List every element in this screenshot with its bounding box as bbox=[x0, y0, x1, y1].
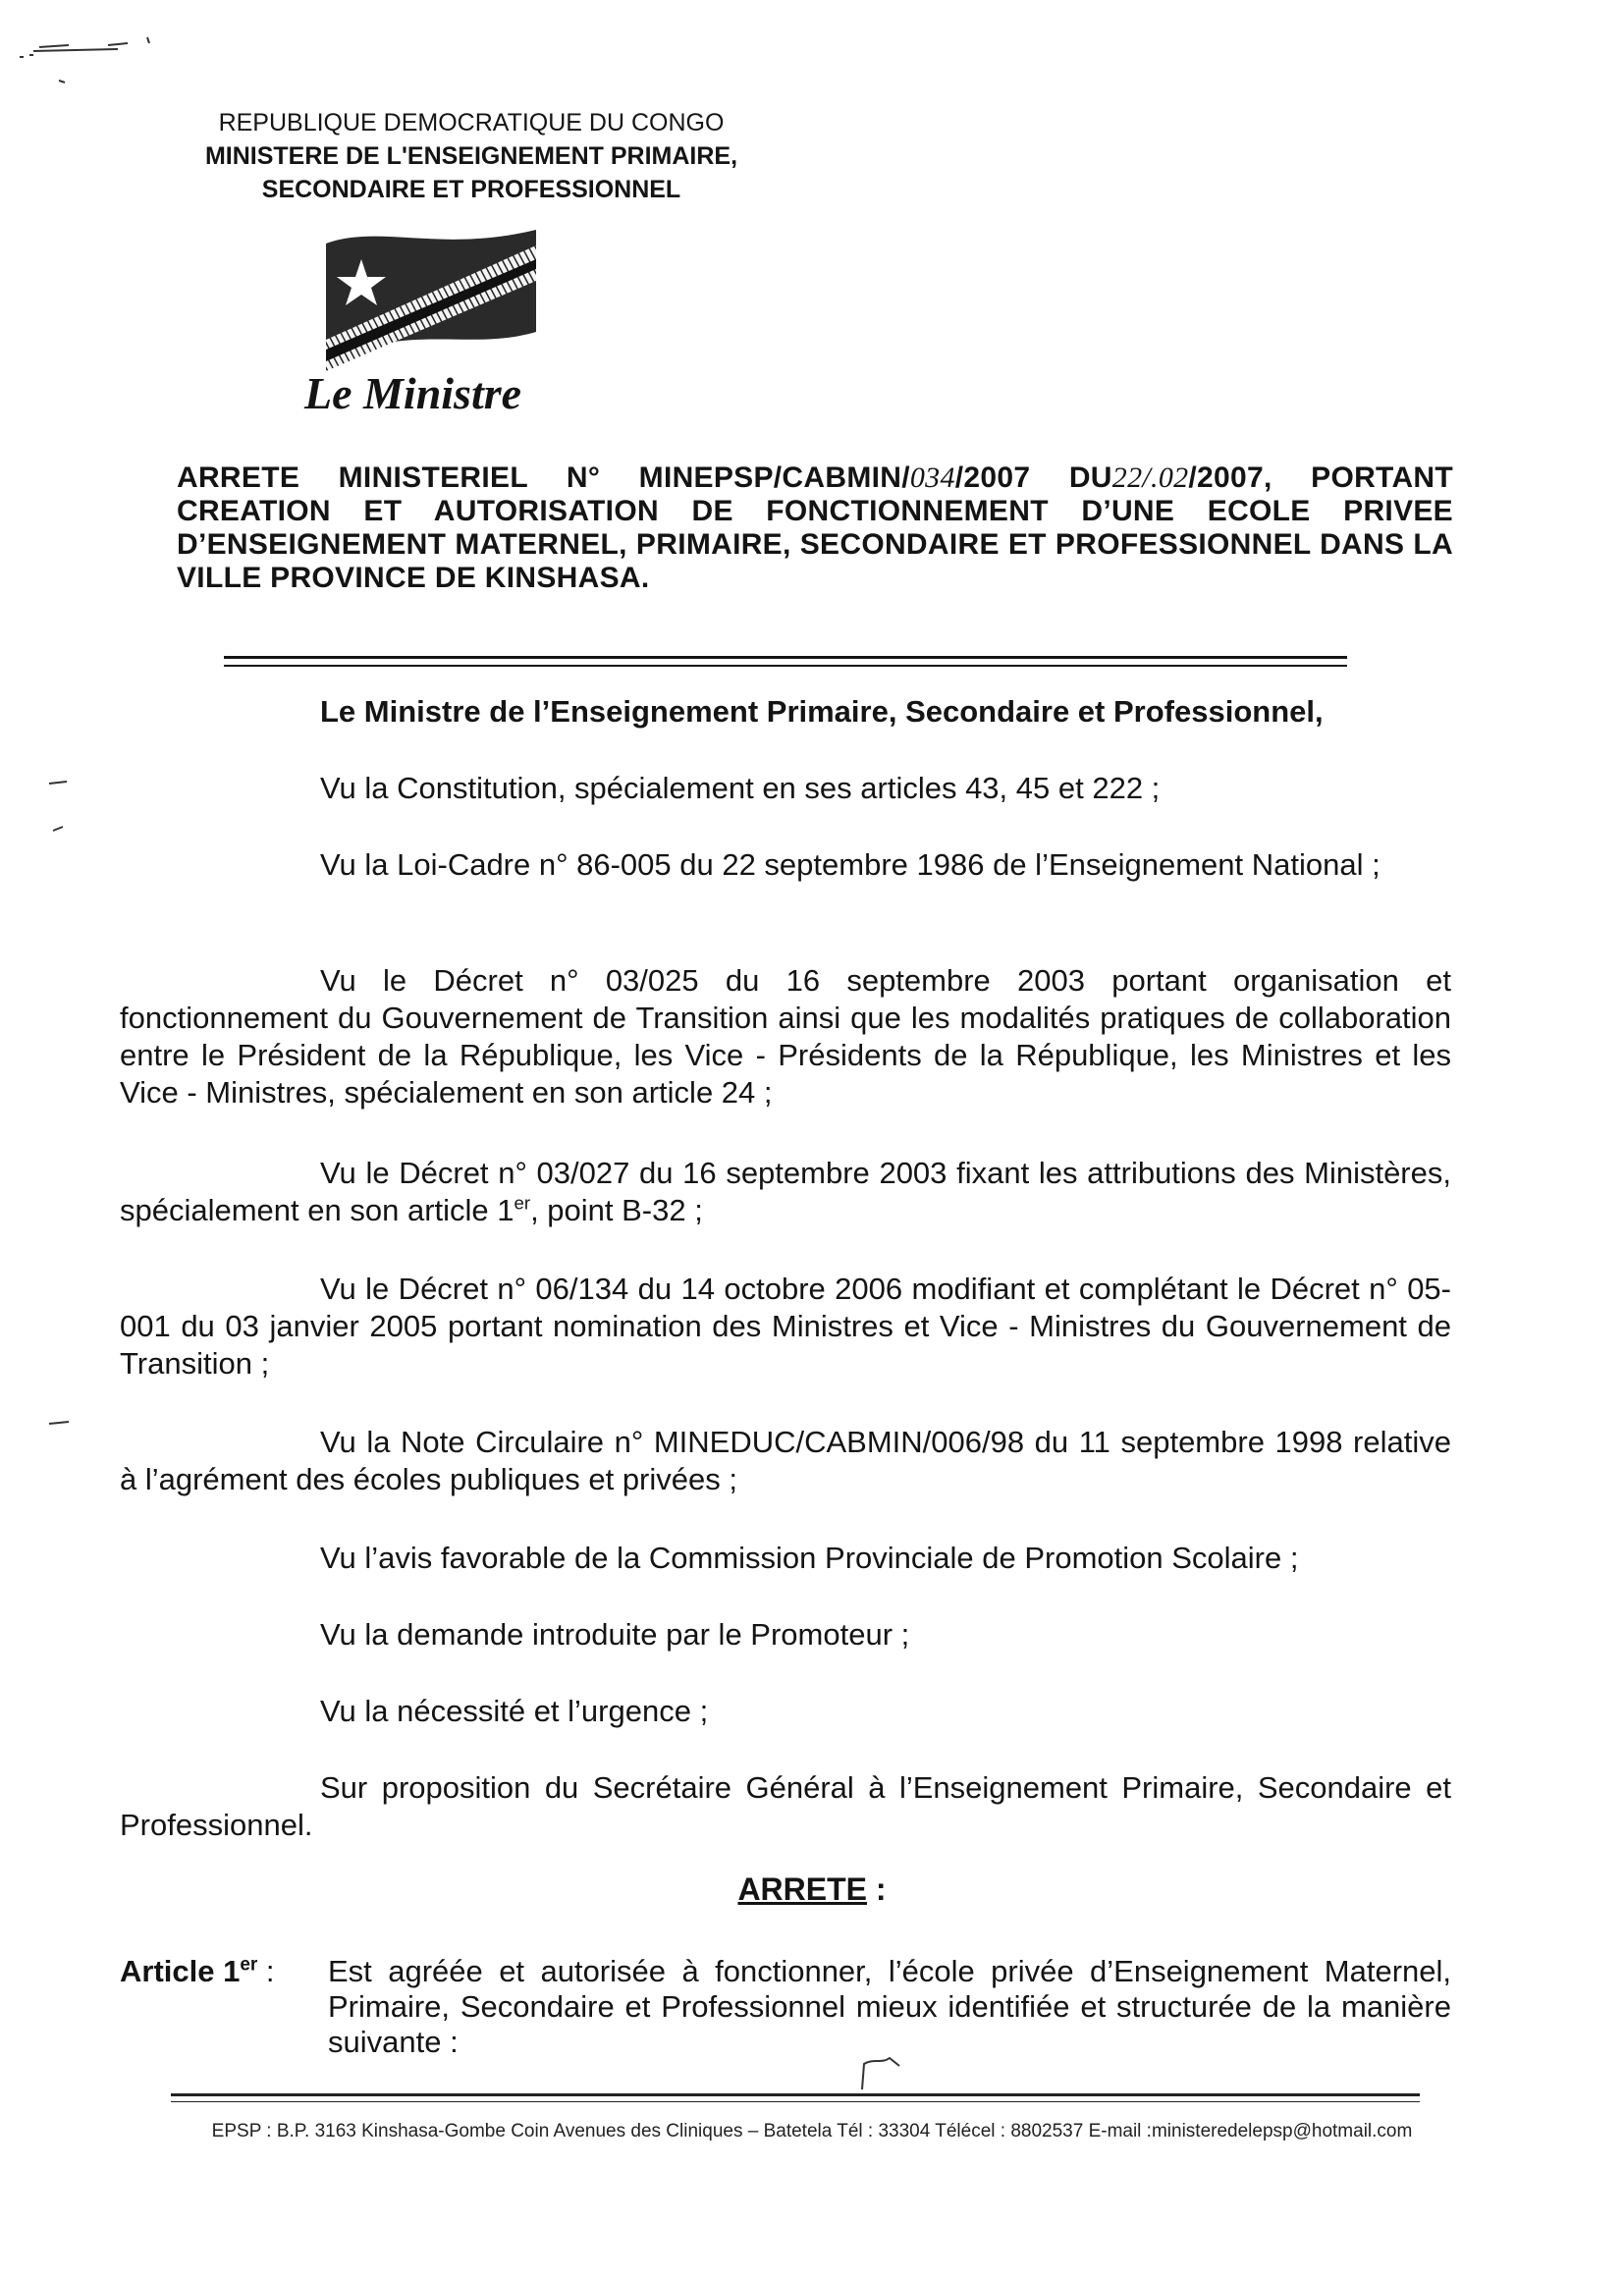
minister-line: Le Ministre de l’Enseignement Primaire, Secondaire et Professionnel, bbox=[320, 694, 1324, 729]
arrete-word: ARRETE bbox=[737, 1871, 867, 1907]
handwritten-initials bbox=[854, 2050, 923, 2095]
drc-flag-emblem bbox=[322, 224, 540, 381]
vu-decret-027-text: Vu le Décret n° 03/027 du 16 septembre 2003 fixant les attributions des Ministères, spécialement en son article 1 bbox=[120, 1156, 1451, 1227]
handwritten-date: 22/.02 bbox=[1111, 461, 1189, 494]
title-rule-bottom bbox=[224, 665, 1347, 667]
article-label-text: Article 1 bbox=[120, 1954, 241, 1988]
ministry-name-line2: SECONDAIRE ET PROFESSIONNEL bbox=[261, 176, 681, 203]
ministry-name-line1: MINISTERE DE L'ENSEIGNEMENT PRIMAIRE, bbox=[204, 142, 738, 170]
title-part1: ARRETE MINISTERIEL N° MINEPSP/CABMIN/ bbox=[177, 461, 910, 494]
vu-decret-027-end: , point B-32 ; bbox=[530, 1193, 703, 1227]
article-1-label bbox=[120, 1954, 275, 1989]
vu-decret-03-025: Vu le Décret n° 03/025 du 16 septembre 2003 portant organisation et fonctionnement du Gouvernement de Transition ainsi que les modalités pratiques de collaboration entre le Président de la République, les Vice - Présidents de la République, les Ministres et les Vice - Ministres, spécialement en son article 24 ; bbox=[120, 963, 1451, 1110]
republic-name: REPUBLIQUE DEMOCRATIQUE DU CONGO bbox=[218, 109, 725, 136]
vu-decret-027-sup: er bbox=[514, 1192, 531, 1214]
vu-decret-06-134: Vu le Décret n° 06/134 du 14 octobre 2006 modifiant et complétant le Décret n° 05-001 du 03 janvier 2005 portant nomination des Ministres et Vice - Ministres du Gouvernement de Transition ; bbox=[120, 1272, 1451, 1381]
vu-demande: Vu la demande introduite par le Promoteur ; bbox=[320, 1617, 910, 1652]
arrete-title bbox=[177, 461, 1453, 595]
footer-rule-bottom bbox=[171, 2101, 1420, 2102]
vu-necessite: Vu la nécessité et l’urgence ; bbox=[320, 1694, 709, 1728]
arrete-heading bbox=[0, 1871, 1624, 1908]
scan-marks bbox=[0, 0, 255, 88]
title-part2: /2007 DU bbox=[954, 461, 1112, 494]
vu-decret-03-027 bbox=[120, 1155, 1451, 1229]
margin-mark-lower bbox=[43, 1412, 102, 1441]
footer-rule-top bbox=[171, 2093, 1420, 2096]
vu-loi-cadre: Vu la Loi-Cadre n° 86-005 du 22 septembre 1986 de l’Enseignement National ; bbox=[320, 847, 1380, 882]
vu-avis-favorable: Vu l’avis favorable de la Commission Provinciale de Promotion Scolaire ; bbox=[320, 1541, 1299, 1575]
vu-constitution: Vu la Constitution, spécialement en ses articles 43, 45 et 222 ; bbox=[320, 771, 1161, 805]
arrete-colon: : bbox=[867, 1871, 887, 1907]
handwritten-number: 034 bbox=[909, 461, 955, 494]
vu-note-circulaire: Vu la Note Circulaire n° MINEDUC/CABMIN/006/98 du 11 septembre 1998 relative à l’agrément des écoles publiques et privées ; bbox=[120, 1425, 1451, 1496]
title-rule-top bbox=[224, 656, 1347, 659]
article-label-colon: : bbox=[257, 1954, 275, 1988]
sur-proposition: Sur proposition du Secrétaire Général à l’Enseignement Primaire, Secondaire et Professionnel. bbox=[120, 1770, 1451, 1842]
article-label-sup: er bbox=[240, 1954, 258, 1976]
article-1-text: Est agréée et autorisée à fonctionner, l’école privée d’Enseignement Maternel, Primaire, Secondaire et Professionnel mieux identifiée et structurée de la manière suivante : bbox=[328, 1954, 1451, 2059]
title-part3: /2007, PORTANT CREATION ET AUTORISATION DE FONCTIONNEMENT D’UNE ECOLE PRIVEE D’ENSEIGNEMENT MATERNEL, PRIMAIRE, SECONDAIRE ET PROFESSIONNEL DANS LA VILLE PROVINCE DE KINSHASA. bbox=[177, 461, 1453, 594]
footer-address: EPSP : B.P. 3163 Kinshasa-Gombe Coin Avenues des Cliniques – Batetela Tél : 33304 Télécel : 8802537 E-mail :ministeredelepsp@hotmail.com bbox=[211, 2121, 1413, 2141]
margin-marks bbox=[43, 776, 102, 854]
le-ministre-heading: Le Ministre bbox=[304, 368, 522, 418]
